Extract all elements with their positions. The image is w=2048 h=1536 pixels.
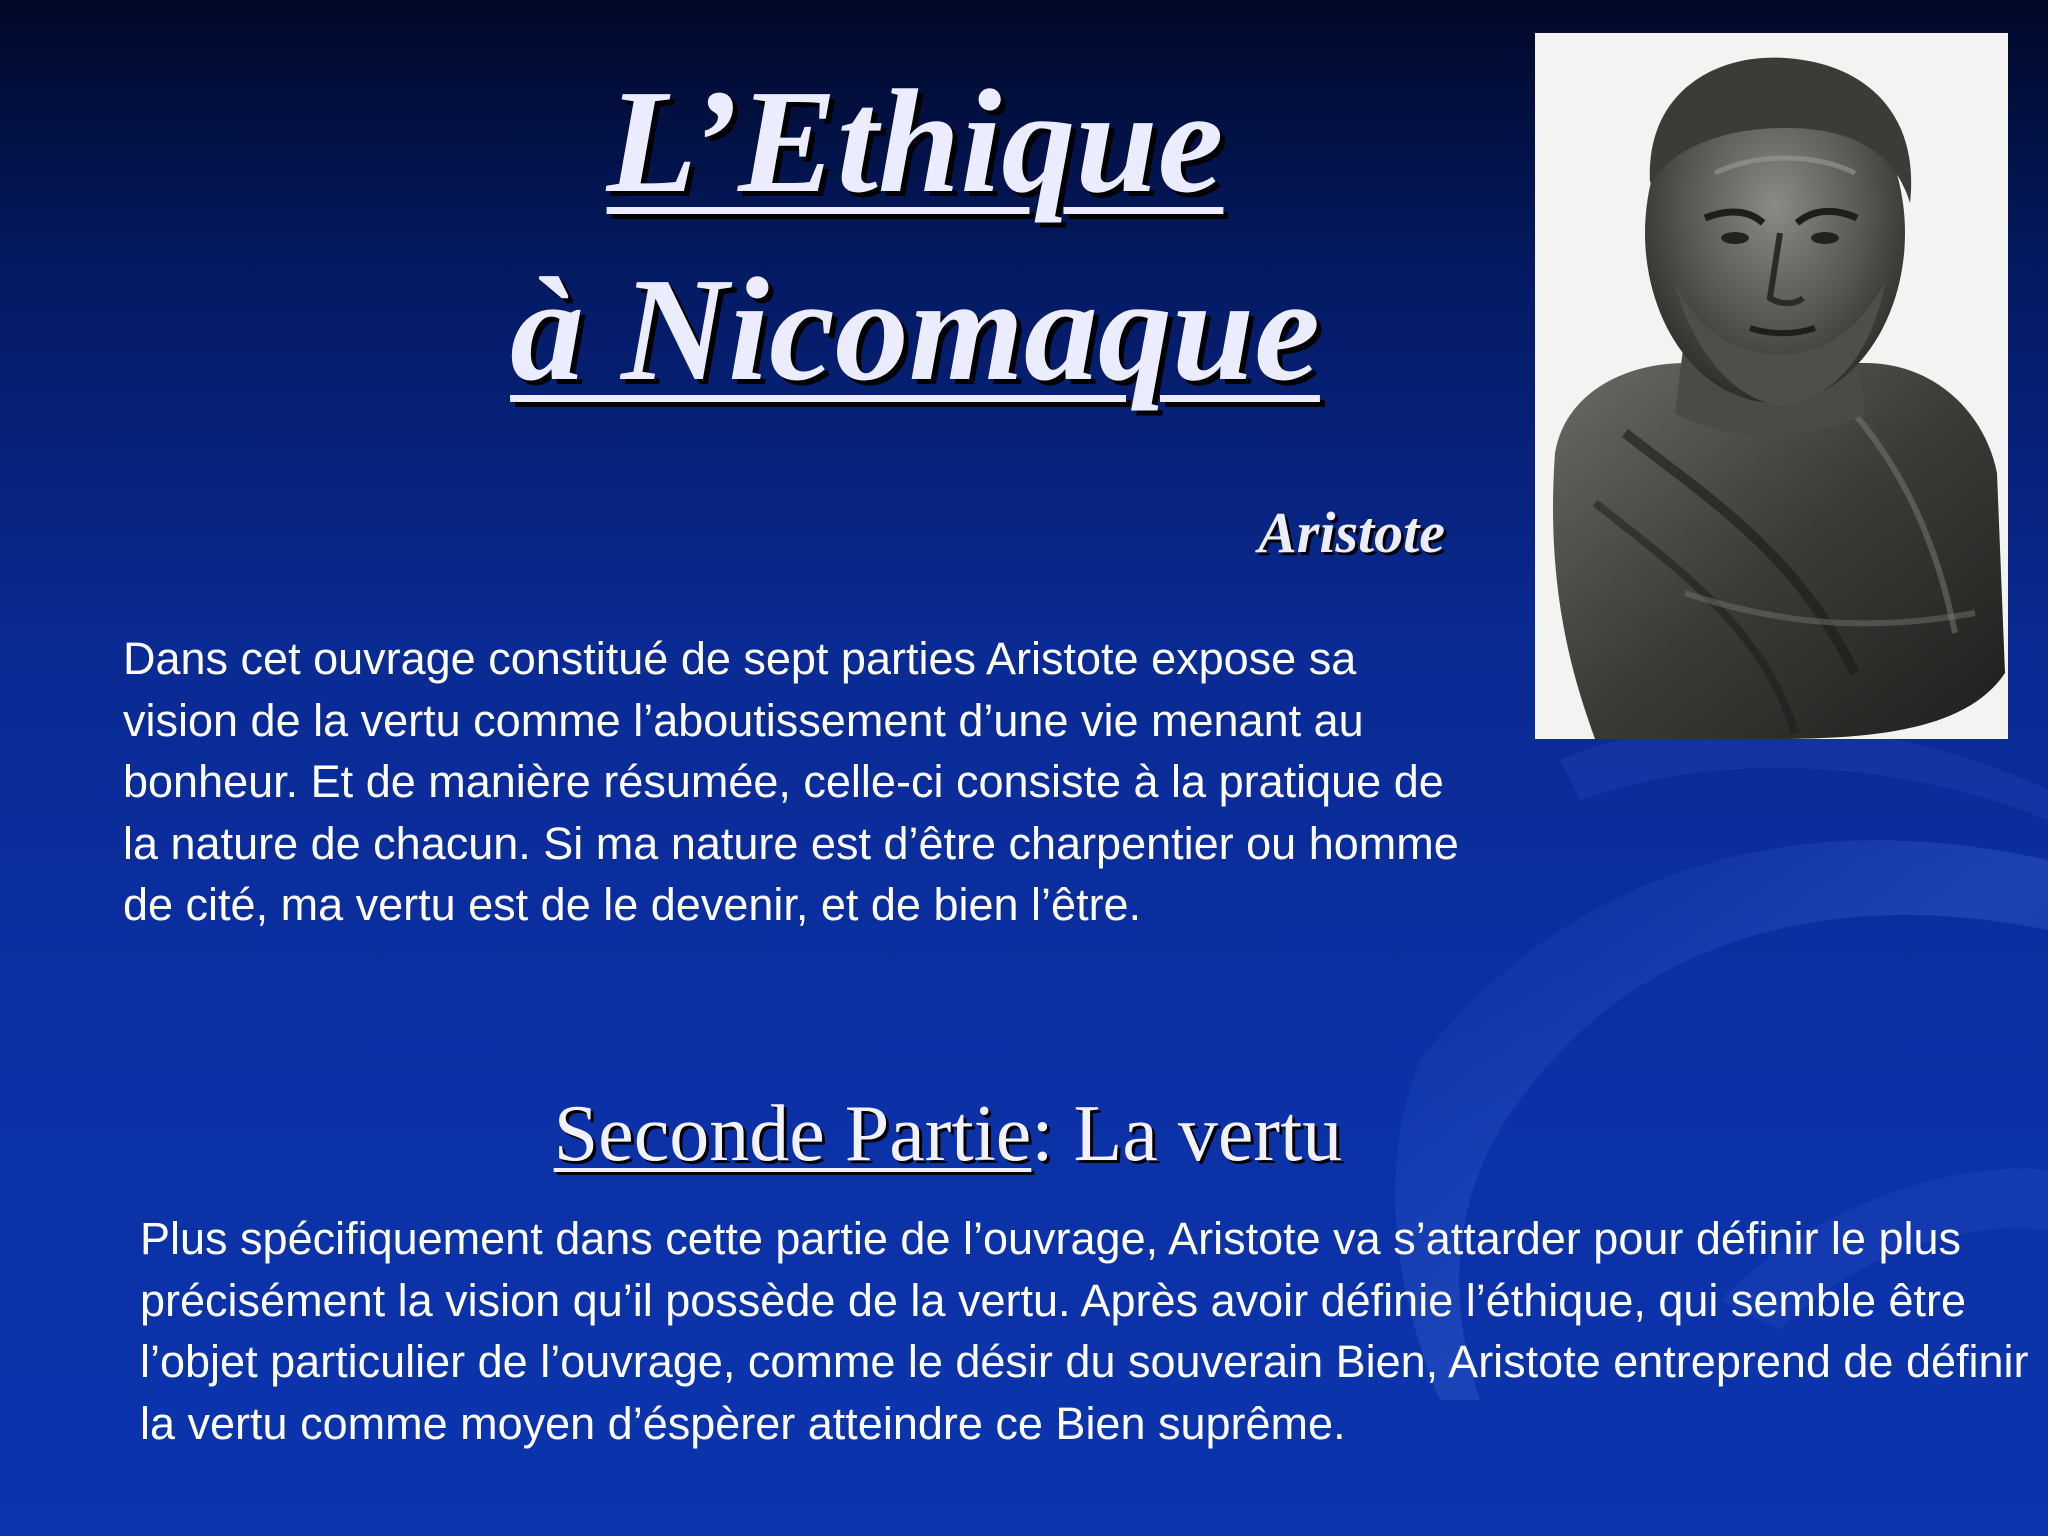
section-heading-underlined: Seconde Partie — [553, 1090, 1032, 1178]
title-line-2: à Nicomaque — [510, 248, 1320, 412]
title-line-1: L’Ethique — [606, 60, 1224, 224]
bust-illustration — [1535, 33, 2008, 739]
section-heading — [0, 1088, 1896, 1180]
intro-paragraph: Dans cet ouvrage constitué de sept parties Aristote expose sa vision de la vertu comme l’aboutissement d’une vie menant au bonheur. Et de manière résumée, celle-ci consiste à la pratique de la nature de chacun. Si ma nature est d’être charpentier ou homme de cité, ma vertu est de le devenir, et de bien l’être. — [123, 633, 1459, 930]
aristotle-bust-image — [1535, 33, 2008, 739]
section-paragraph: Plus spécifiquement dans cette partie de l’ouvrage, Aristote va s’attarder pour définir le plus précisément la vision qu’il possède de la vertu. Après avoir définie l’éthique, qui semble être l’objet particulier de l’ouvrage, comme le désir du souverain Bien, Aristote entreprend de définir la vertu comme moyen d’éspèrer atteindre ce Bien suprême. — [140, 1213, 2029, 1449]
section-heading-rest: : La vertu — [1031, 1090, 1343, 1178]
author-name: Aristote — [1258, 500, 1445, 565]
